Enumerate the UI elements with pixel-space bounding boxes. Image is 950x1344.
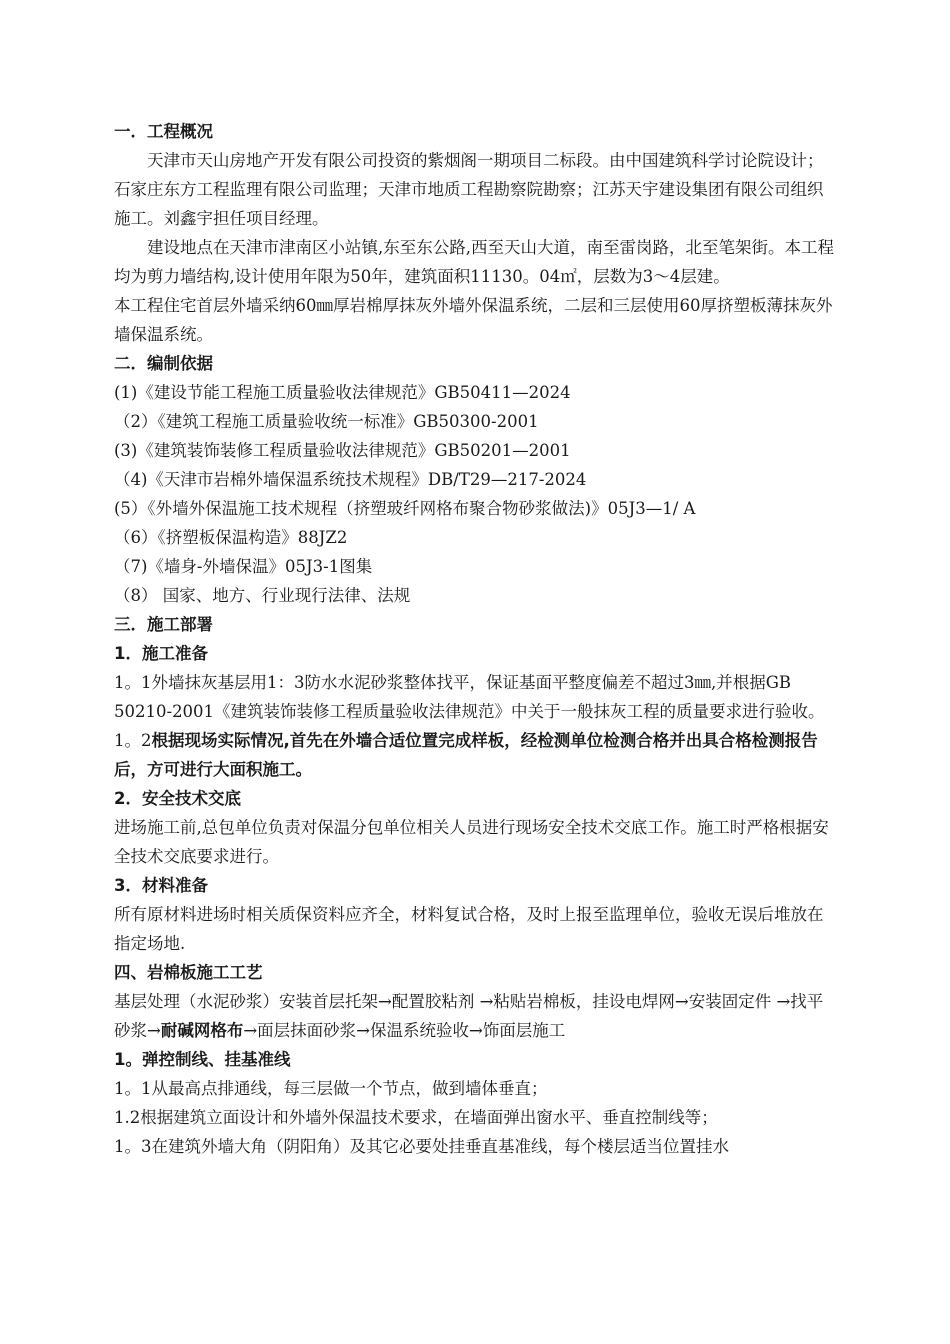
subsection-heading: 1。弹控制线、挂基准线 bbox=[114, 1050, 291, 1069]
bold-text: 耐碱网格布 bbox=[160, 1021, 244, 1040]
subsection-heading: 2．安全技术交底 bbox=[114, 789, 241, 808]
flow-text: 基层处理（水泥砂浆）安装首层托架→配置胶粘剂 →粘贴岩棉板，挂设电焊网→安装固定件 →找平砂浆→ bbox=[114, 992, 824, 1040]
paragraph: 1。1从最高点排通线，每三层做一个节点，做到墙体垂直； bbox=[114, 1079, 548, 1098]
paragraph bbox=[114, 726, 838, 784]
process-flow bbox=[114, 987, 838, 1045]
paragraph: 所有原材料进场时相关质保资料应齐全，材料复试合格，及时上报至监理单位，验收无误后堆放在指定场地. bbox=[114, 905, 824, 953]
subsection-heading: 3．材料准备 bbox=[114, 876, 208, 895]
paragraph: 本工程住宅首层外墙采纳60㎜厚岩棉厚抹灰外墙外保温系统，二层和三层使用60厚挤塑板薄抹灰外墙保温系统。 bbox=[114, 296, 833, 344]
paragraph: 进场施工前,总包单位负责对保温分包单位相关人员进行现场安全技术交底工作。施工时严格根据安全技术交底要求进行。 bbox=[114, 818, 829, 866]
reference-item: (1)《建设节能工程施工质量验收法律规范》GB50411—2024 bbox=[114, 383, 571, 402]
reference-item: （6）《挤塑板保温构造》88JZ2 bbox=[114, 528, 348, 547]
flow-text: →面层抹面砂浆→保温系统验收→饰面层施工 bbox=[243, 1021, 566, 1040]
document-body bbox=[114, 117, 838, 1161]
reference-item: (5）《外墙外保温施工技术规程（挤塑玻纤网格布聚合物砂浆做法)》05J3—1/ A bbox=[114, 499, 696, 518]
section-heading: 四、岩棉板施工工艺 bbox=[114, 963, 263, 982]
reference-item: （4)《天津市岩棉外墙保温系统技术规程》DB/T29—217-2024 bbox=[114, 470, 587, 489]
section-heading: 二．编制依据 bbox=[114, 354, 213, 373]
bold-text: 根据现场实际情况,首先在外墙合适位置完成样板，经检测单位检测合格并出具合格检测报告后，方可进行大面积施工。 bbox=[114, 731, 818, 779]
subsection-heading: 1．施工准备 bbox=[114, 644, 208, 663]
reference-item: (3)《建筑装饰装修工程质量验收法律规范》GB50201—2001 bbox=[114, 441, 571, 460]
paragraph: 1。1外墙抹灰基层用1：3防水水泥砂浆整体找平，保证基面平整度偏差不超过3㎜,并根据GB 50210-2001《建筑装饰装修工程质量验收法律规范》中关于一般抹灰工程的质量要求进行验收。 bbox=[114, 673, 825, 721]
reference-item: （8） 国家、地方、行业现行法律、法规 bbox=[114, 586, 411, 605]
section-heading: 三．施工部署 bbox=[114, 615, 213, 634]
reference-item: （7)《墙身-外墙保温》05J3-1图集 bbox=[114, 557, 373, 576]
section-heading: 一．工程概况 bbox=[114, 122, 213, 141]
reference-item: （2）《建筑工程施工质量验收统一标准》GB50300-2001 bbox=[114, 412, 539, 431]
paragraph: 天津市天山房地产开发有限公司投资的紫烟阁一期项目二标段。由中国建筑科学讨论院设计；石家庄东方工程监理有限公司监理；天津市地质工程勘察院勘察；江苏天宇建设集团有限公司组织施工。刘鑫宇担任项目经理。 bbox=[114, 151, 824, 228]
paragraph: 1.2根据建筑立面设计和外墙外保温技术要求，在墙面弹出窗水平、垂直控制线等； bbox=[114, 1108, 718, 1127]
paragraph: 1。3在建筑外墙大角（阴阳角）及其它必要处挂垂直基准线，每个楼层适当位置挂水 bbox=[114, 1137, 729, 1156]
item-number: 1。2 bbox=[114, 731, 152, 750]
paragraph: 建设地点在天津市津南区小站镇,东至东公路,西至天山大道，南至雷岗路，北至笔架街。本工程均为剪力墙结构,设计使用年限为50年，建筑面积11130。04㎡，层数为3～4层建。 bbox=[114, 238, 834, 286]
